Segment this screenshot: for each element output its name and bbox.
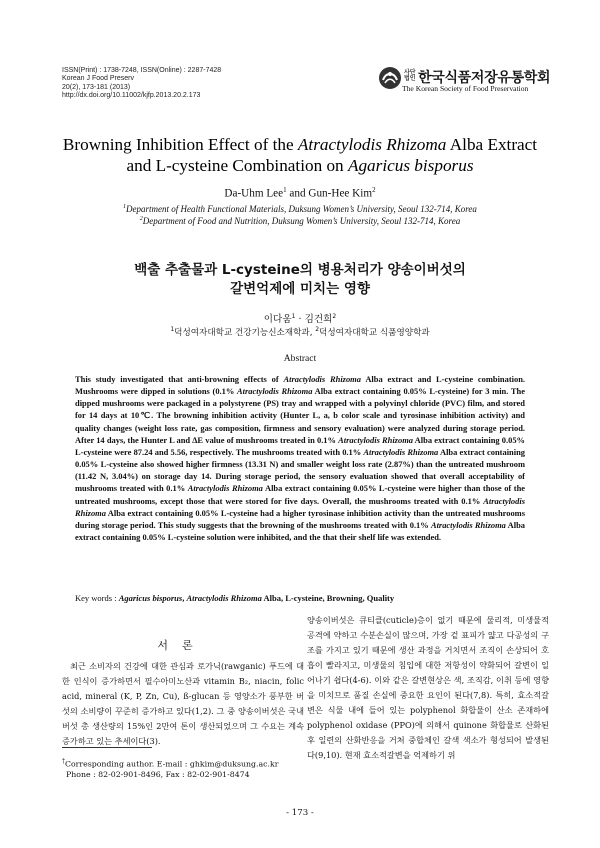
doi-link[interactable]: http://dx.doi.org/10.11002/kjfp.2013.20.2.173 — [62, 91, 201, 99]
species-name-italic: Atractylodis Rhizoma — [363, 446, 439, 457]
society-logo — [378, 64, 551, 104]
korean-title: 백출 추출물과 L-cysteine의 병용처리가 양송이버섯의 갈변억제에 미치는 영향 — [134, 262, 466, 297]
author-2: Gun-Hee Kim — [308, 187, 373, 200]
abstract-text: This study investigated that anti-browning effects of — [75, 374, 284, 384]
volume-line: 20(2), 173-181 (2013) — [62, 83, 131, 91]
society-corp-label: 사단 법인 — [404, 69, 416, 82]
author-list: Da-Uhm Lee$^1$ and Gun-Hee Kim$^2$ — [224, 186, 376, 200]
society-name-korean: 한국식품저장유통학회 — [418, 70, 551, 86]
species-name-italic: Atractylodis Rhizoma — [187, 483, 263, 494]
paper-title: Browning Inhibition Effect of the Atractylodis Rhizoma Alba Extract and L-cysteine Combination on Agaricus bisporus — [62, 135, 538, 175]
affiliation-2: $^2$Department of Food and Nutrition, Duksung Women’s University, Seoul 132-714, Korea — [139, 216, 461, 226]
body-column-right — [307, 613, 549, 763]
affiliation-1: $^1$Department of Health Functional Materials, Duksung Women’s University, Seoul 132-714, Korea — [123, 204, 477, 214]
abstract-heading: Abstract — [283, 353, 317, 364]
intro-paragraph-2: 양송이버섯은 큐티클(cuticle)층이 없기 때문에 물리적, 미생물적 공격에 약하고 수분손실이 많으며, 가장 겉 표피가 얇고 다공성의 구조를 가지고 있기 때문에 생산 과정을 거치면서 조직이 손상되어 호흡이 빨라지고, 미생물의 침입에 대한 저항성이 약화되어 갈변이 일어나기 쉽다(4-6). 이와 같은 갈변현상은 색, 조직감, 이취 등에 영향을 미치므로 품질 손실에 중요한 요인이 된다(7,8). 특히, 효소적갈변은 식물 내에 들어 있는 polyphenol 화합물이 산소 존재하에 polyphenol oxidase (PPO)에 의해서 quinone 화합물로 산화된 후 일련의 산화반응을 거쳐 중합체인 갈색 색소가 형성되어 발생된다(9,10). 현재 효소적갈변을 억제하기 위 — [307, 615, 549, 760]
species-name-italic: Atractylodis Rhizoma — [283, 374, 361, 384]
species-name-italic: Atractylodis Rhizoma — [338, 434, 413, 445]
section-heading-introduction: 서론 — [157, 639, 207, 652]
keywords-line: Key words : Agaricus bisporus, Atractylodis Rhizoma Alba, L-cysteine, Browning, Quality — [75, 593, 395, 603]
author-1: Da-Uhm Lee — [224, 187, 284, 200]
korean-affiliation: $^1$덕성여자대학교 건강기능신소재학과, $^2$덕성여자대학교 식품영양학과 — [170, 326, 430, 338]
abstract-text: Alba extract containing 0.05% L-cysteine) for 3 min. The dipped mushrooms were packaged in a polystyrene (PS) tray and wrapped with a polyvinyl chloride (PVC) film, and stored for 14 days at 10℃. The browning inhibition activity (Hunter L, a, b color scale and tyrosinase inhibition activity) and quality changes (weight loss rate, gas composition, firmness and sensory evaluation) were analyzed during storage period. After 14 days, the Hunter L and ∆E value of mushrooms treated in 0.1% — [75, 386, 525, 445]
body-column-left — [62, 659, 304, 749]
abstract-text: Alba extract containing 0.05% L-cysteine solution were inhibited, and the that their shelf life was extended. — [75, 519, 525, 543]
species-name-italic: Atractylodis Rhizoma — [237, 386, 313, 397]
abstract-body — [75, 373, 525, 543]
corresponding-author-footnote: †Corresponding author. E-mail : ghkim@duksung.ac.kr Phone : 82-02-901-8496, Fax : 82-02-901-8474 — [62, 758, 279, 779]
abstract-text: Alba extract and L-cysteine combination. Mushrooms were dipped in solutions (0.1% — [75, 374, 525, 397]
species-name-italic: Atractylodis Rhizoma — [75, 495, 525, 518]
page-number: - 173 - — [286, 808, 314, 818]
korean-author-list: 이다움$^1$ · 김건희$^2$ — [263, 312, 337, 325]
issn-line: ISSN(Print) : 1738-7248, ISSN(Online) : 2287-7428 — [62, 67, 222, 74]
intro-paragraph-1: 최근 소비자의 건강에 대한 관심과 로가닉(rawganic) 푸드에 대한 인식이 증가하면서 필수아미노산과 vitamin B₂, niacin, folic acid, mineral (K, P, Zn, Cu), ß-glucan 등 영양소가 풍부한 버섯의 소비량이 꾸준히 증가하고 있다(1,2). 그 중 양송이버섯은 국내 버섯 총 생산량의 15%인 2만여 톤이 생산되었으며 그 수요는 계속 증가하고 있는 추세이다(3). — [62, 661, 304, 746]
abstract-text: Alba extract containing 0.05% L-cysteine were 87.24 and 5.56, respectively. The mushrooms treated with 0.1% — [75, 434, 525, 457]
footnote-divider — [62, 747, 152, 748]
species-name-italic: Atractylodis Rhizoma — [430, 519, 506, 530]
corresponding-email[interactable]: Corresponding author. E-mail : ghkim@duksung.ac.kr — [65, 759, 279, 769]
journal-meta — [62, 67, 221, 100]
abstract-text: Alba extract containing 0.05% L-cysteine also showed higher firmness (13.31 N) and smaller weight loss rate (2.87%) than the untreated mushroom (11.42 N, 3.04%) on storage day 14. During storage period, the sensory evaluation showed that overall acceptability of mushrooms treated with 0.1% — [75, 446, 525, 494]
society-name-english: The Korean Society of Food Preservation — [402, 84, 529, 93]
abstract-text: Alba extract containing 0.05% L-cysteine had a higher tyrosinase inhibition activity than the untreated mushrooms during storage period. This study suggests that the browning of the mushrooms treated with 0.1% — [75, 507, 525, 530]
journal-name: Korean J Food Preserv — [62, 75, 134, 83]
abstract-text: Alba extract containing 0.05% L-cysteine were higher than those of the untreated mushrooms, except those that were stored for five days. Overall, the mushrooms treated with 0.1% — [75, 483, 526, 506]
society-emblem-icon — [378, 66, 402, 90]
